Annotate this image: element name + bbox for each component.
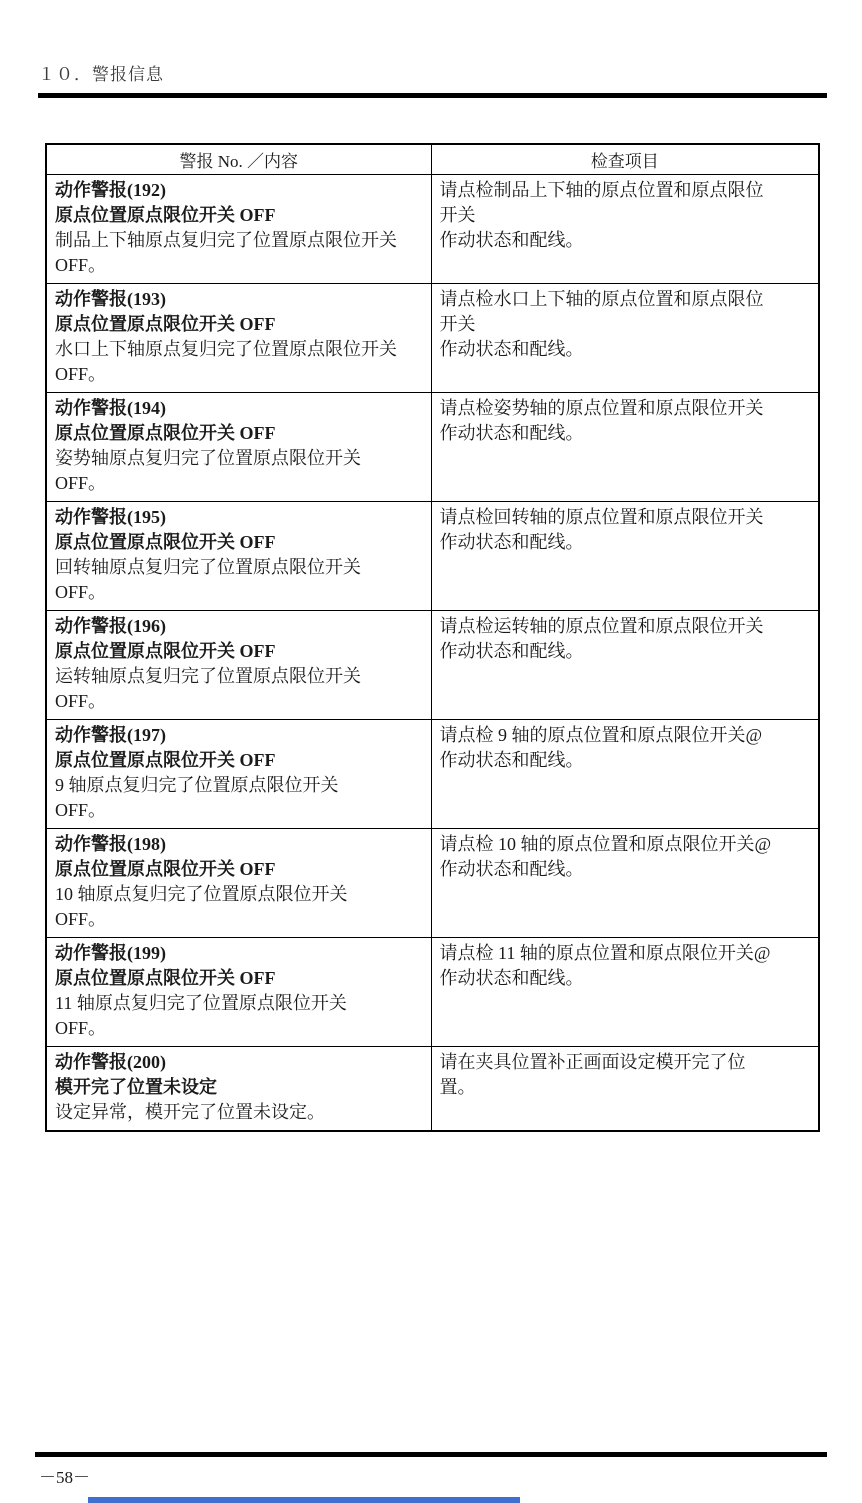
alarm-description-line: 制品上下轴原点复归完了位置原点限位开关 bbox=[55, 230, 397, 250]
check-item-line: 请点检 10 轴的原点位置和原点限位开关@ bbox=[439, 834, 772, 854]
alarm-description-line: OFF。 bbox=[55, 582, 107, 602]
alarm-description-line: OFF。 bbox=[55, 473, 107, 493]
page-number: －58－ bbox=[39, 1468, 90, 1487]
check-item-line: 请点检制品上下轴的原点位置和原点限位 bbox=[439, 180, 764, 200]
alarm-cell bbox=[46, 284, 431, 393]
alarm-description-line: 运转轴原点复归完了位置原点限位开关 bbox=[55, 666, 361, 686]
table-row bbox=[46, 720, 819, 829]
alarm-cell bbox=[46, 175, 431, 284]
alarm-cell bbox=[46, 829, 431, 938]
check-item-line: 置。 bbox=[439, 1077, 476, 1097]
check-item-line: 请点检 11 轴的原点位置和原点限位开关@ bbox=[439, 943, 771, 963]
check-item-line: 作动状态和配线。 bbox=[439, 339, 584, 359]
alarm-title-line: 动作警报(194) bbox=[55, 398, 166, 418]
table-row bbox=[46, 829, 819, 938]
check-item-line: 请点检运转轴的原点位置和原点限位开关 bbox=[439, 616, 764, 636]
alarm-description-line: OFF。 bbox=[55, 364, 107, 384]
alarm-title-line: 动作警报(198) bbox=[55, 834, 166, 854]
check-item-line: 作动状态和配线。 bbox=[439, 641, 584, 661]
check-cell bbox=[431, 720, 819, 829]
check-item-line: 请在夹具位置补正画面设定模开完了位 bbox=[439, 1052, 746, 1072]
check-cell bbox=[431, 611, 819, 720]
alarm-description-line: 9 轴原点复归完了位置原点限位开关 bbox=[55, 775, 339, 795]
alarm-title-line: 动作警报(195) bbox=[55, 507, 166, 527]
alarm-cell bbox=[46, 611, 431, 720]
check-item-line: 作动状态和配线。 bbox=[439, 230, 584, 250]
alarm-cell bbox=[46, 393, 431, 502]
alarm-cell bbox=[46, 720, 431, 829]
check-item-line: 请点检回转轴的原点位置和原点限位开关 bbox=[439, 507, 764, 527]
alarm-title-line: 动作警报(192) bbox=[55, 180, 166, 200]
page-footer bbox=[35, 1452, 827, 1488]
alarm-description-line: 姿势轴原点复归完了位置原点限位开关 bbox=[55, 448, 361, 468]
check-item-line: 作动状态和配线。 bbox=[439, 750, 584, 770]
header-row bbox=[46, 144, 819, 175]
table-row bbox=[46, 393, 819, 502]
alarm-description-line: OFF。 bbox=[55, 691, 107, 711]
alarm-description-line: OFF。 bbox=[55, 255, 107, 275]
check-item-line: 作动状态和配线。 bbox=[439, 532, 584, 552]
check-cell bbox=[431, 829, 819, 938]
header-rule bbox=[38, 93, 827, 98]
alarm-table-header bbox=[46, 144, 819, 175]
alarm-description-line: 11 轴原点复归完了位置原点限位开关 bbox=[55, 993, 347, 1013]
check-cell bbox=[431, 938, 819, 1047]
alarm-title-line: 动作警报(197) bbox=[55, 725, 166, 745]
alarm-cell bbox=[46, 938, 431, 1047]
check-cell bbox=[431, 284, 819, 393]
alarm-description-line: OFF。 bbox=[55, 909, 107, 929]
alarm-title-line: 模开完了位置未设定 bbox=[55, 1077, 217, 1097]
alarm-description-line: 回转轴原点复归完了位置原点限位开关 bbox=[55, 557, 361, 577]
section-title: １０．警报信息 bbox=[38, 65, 164, 84]
column-header-alarm: 警报 No. ／内容 bbox=[46, 144, 431, 175]
check-item-line: 请点检 9 轴的原点位置和原点限位开关@ bbox=[439, 725, 763, 745]
table-row bbox=[46, 1047, 819, 1132]
table-row bbox=[46, 284, 819, 393]
footer-rule bbox=[35, 1452, 827, 1457]
alarm-title-line: 原点位置原点限位开关 OFF bbox=[55, 205, 276, 225]
check-cell bbox=[431, 175, 819, 284]
alarm-title-line: 原点位置原点限位开关 OFF bbox=[55, 859, 276, 879]
check-cell bbox=[431, 1047, 819, 1132]
check-item-line: 请点检水口上下轴的原点位置和原点限位 bbox=[439, 289, 764, 309]
alarm-description-line: 设定异常，模开完了位置未设定。 bbox=[55, 1102, 325, 1122]
bottom-highlight-bar bbox=[88, 1497, 520, 1503]
alarm-title-line: 原点位置原点限位开关 OFF bbox=[55, 750, 276, 770]
alarm-title-line: 动作警报(193) bbox=[55, 289, 166, 309]
alarm-title-line: 动作警报(196) bbox=[55, 616, 166, 636]
table-row bbox=[46, 502, 819, 611]
check-cell bbox=[431, 393, 819, 502]
alarm-title-line: 动作警报(200) bbox=[55, 1052, 166, 1072]
alarm-description-line: 10 轴原点复归完了位置原点限位开关 bbox=[55, 884, 348, 904]
alarm-title-line: 原点位置原点限位开关 OFF bbox=[55, 968, 276, 988]
check-item-line: 作动状态和配线。 bbox=[439, 423, 584, 443]
check-item-line: 作动状态和配线。 bbox=[439, 968, 584, 988]
alarm-cell bbox=[46, 502, 431, 611]
check-item-line: 请点检姿势轴的原点位置和原点限位开关 bbox=[439, 398, 764, 418]
check-cell bbox=[431, 502, 819, 611]
column-header-check: 检查项目 bbox=[431, 144, 819, 175]
alarm-cell bbox=[46, 1047, 431, 1132]
page-header bbox=[38, 60, 827, 98]
alarm-title-line: 原点位置原点限位开关 OFF bbox=[55, 532, 276, 552]
alarm-title-line: 原点位置原点限位开关 OFF bbox=[55, 641, 276, 661]
check-item-line: 开关 bbox=[439, 314, 476, 334]
table-row bbox=[46, 175, 819, 284]
alarm-description-line: OFF。 bbox=[55, 1018, 107, 1038]
alarm-table-body bbox=[46, 175, 819, 1132]
table-row bbox=[46, 938, 819, 1047]
table-row bbox=[46, 611, 819, 720]
alarm-title-line: 原点位置原点限位开关 OFF bbox=[55, 423, 276, 443]
check-item-line: 开关 bbox=[439, 205, 476, 225]
alarm-title-line: 动作警报(199) bbox=[55, 943, 166, 963]
alarm-description-line: 水口上下轴原点复归完了位置原点限位开关 bbox=[55, 339, 397, 359]
alarm-table bbox=[45, 143, 820, 1132]
check-item-line: 作动状态和配线。 bbox=[439, 859, 584, 879]
alarm-description-line: OFF。 bbox=[55, 800, 107, 820]
alarm-title-line: 原点位置原点限位开关 OFF bbox=[55, 314, 276, 334]
